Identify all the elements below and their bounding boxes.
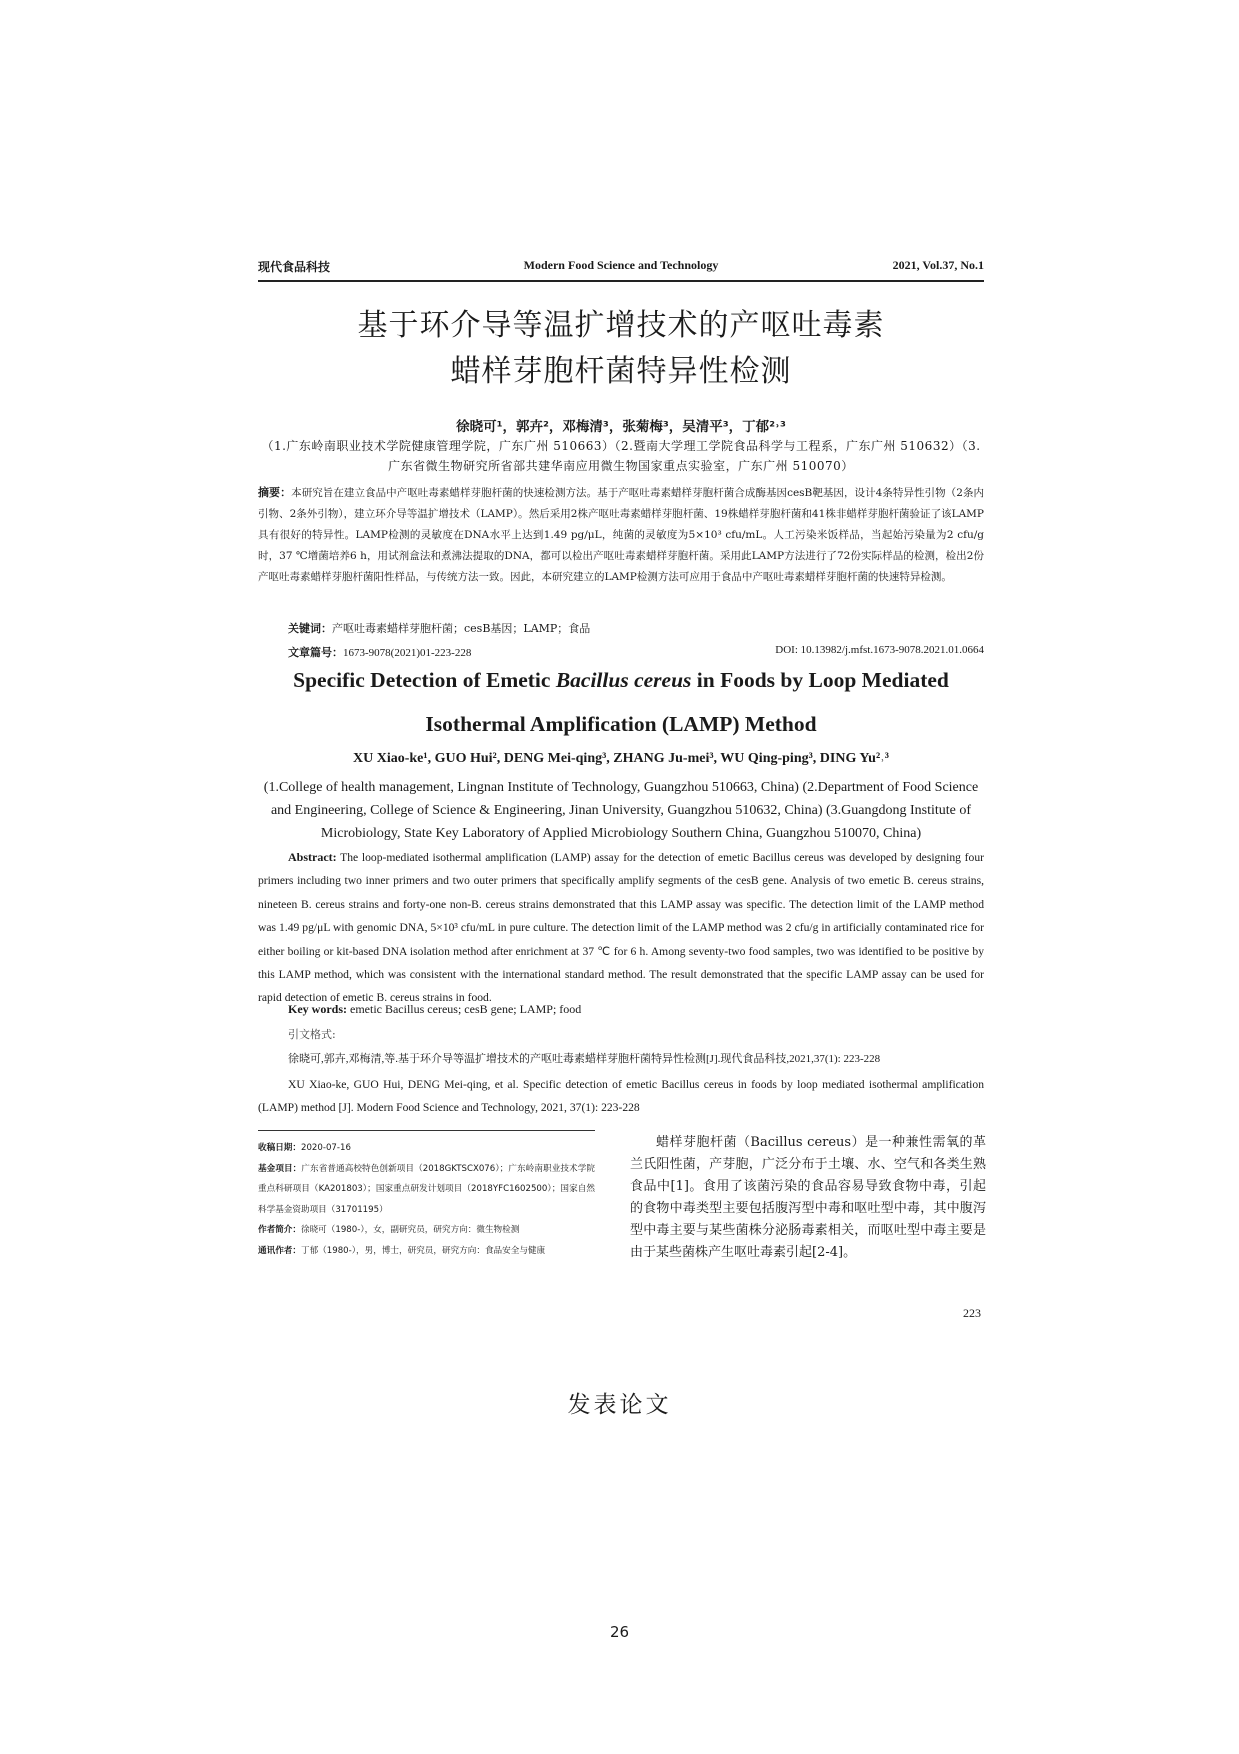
en-abstract-text: The loop-mediated isothermal amplification (LAMP) assay for the detection of emetic Bacillus cereus was developed by designing four primers including two inner primers and two outer primers that specifically amplify segments of the cesB gene. Analysis of two emetic B. cereus strains, nineteen B. cereus strains and forty-one non-B. cereus strains demonstrated that this LAMP assay was specific. The detection limit of the LAMP method was 1.49 pg/μL with genomic DNA, 5×10³ cfu/mL in pure culture. The detection limit of the LAMP method was 2 cfu/g in artificially contaminated rice for either boiling or kit-based DNA isolation method after enrichment at 37 ℃ for 6 h. Among seventy-two food samples, two was identified to be positive by this LAMP method, which was consistent with the international standard method. The result demonstrated that the specific LAMP assay can be used for rapid detection of emetic B. cereus strains in food. (258, 851, 984, 1005)
journal-name-cn: 现代食品科技 (258, 260, 331, 274)
footnote-text: 丁郁（1980-），男，博士，研究员，研究方向：食品安全与健康 (300, 1245, 546, 1256)
footnote-text: 2020-07-16 (300, 1143, 351, 1153)
citation-label: 引文格式: (288, 1028, 336, 1041)
cn-affiliations: （1.广东岭南职业技术学院健康管理学院，广东广州 510663）（2.暨南大学理工学院食品科学与工程系，广东广州 510632）（3.广东省微生物研究所省部共建华南应用微生物国家重点实验室，广东广州 510070） (261, 439, 981, 473)
cn-keywords (288, 620, 590, 636)
caption: 发表论文 (567, 1392, 672, 1418)
journal-name-en: Modern Food Science and Technology (523, 258, 719, 272)
en-affiliations: (1.College of health management, Lingnan Institute of Technology, Guangzhou 510663, China) (2.Department of Food Science and Engineering, College of Science & Engineering, Jinan University, Guangzhou 510632, China) (3.Guangdong Institute of Microbiology, State Key Laboratory of Applied Microbiology Southern China, Guangzhou 510070, China) (263, 780, 979, 841)
article-number-value: 1673-9078(2021)01-223-228 (343, 647, 472, 659)
footnote-label: 作者简介： (258, 1225, 301, 1235)
footnote-text: 广东省普通高校特色创新项目（2018GKTSCX076）；广东岭南职业技术学院重点科研项目（KA201803）；国家重点研发计划项目（2018YFC1602500）；国家自然科学基金资助项目（31701195） (258, 1163, 595, 1215)
issue-info: 2021, Vol.37, No.1 (892, 258, 984, 272)
footnote-received (258, 1138, 595, 1159)
citation-cn: 徐晓可,郭卉,邓梅清,等.基于环介导等温扩增技术的产呕吐毒素蜡样芽胞杆菌特异性检测[J].现代食品科技,2021,37(1): 223-228 (288, 1053, 881, 1065)
en-keywords-text: emetic Bacillus cereus; cesB gene; LAMP; food (350, 1002, 582, 1016)
article-number (288, 644, 471, 660)
footnote-rule (258, 1130, 595, 1131)
cn-authors: 徐晓可¹，郭卉²，邓梅清³，张菊梅³，吴清平³，丁郁²˒³ (456, 419, 786, 435)
doi: DOI: 10.13982/j.mfst.1673-9078.2021.01.0664 (775, 644, 984, 656)
en-abstract-label: Abstract: (288, 850, 337, 864)
en-keywords (288, 1002, 581, 1017)
body-paragraph: 蜡样芽胞杆菌（Bacillus cereus）是一种兼性需氧的革兰氏阳性菌，产芽胞，广泛分布于土壤、水、空气和各类生熟食品中[1]。食用了该菌污染的食品容易导致食物中毒，引起的食物中毒类型主要包括腹泻型中毒和呕吐型中毒，其中腹泻型中毒主要与某些菌株分泌肠毒素相关，而呕吐型中毒主要是由于某些菌株产生呕吐毒素引起[2-4]。 (630, 1135, 986, 1260)
cn-keywords-label: 关键词： (288, 622, 332, 635)
en-title-part-c: in Foods by Loop Mediated (691, 668, 949, 692)
footnotes (258, 1138, 595, 1261)
en-title-part-a: Specific Detection of Emetic (293, 668, 556, 692)
en-title-line2: Isothermal Amplification (LAMP) Method (425, 712, 817, 736)
citation-en: XU Xiao-ke, GUO Hui, DENG Mei-qing, et al. Specific detection of emetic Bacillus cereus in foods by loop mediated isothermal amplification (LAMP) method [J]. Modern Food Science and Technology, 2021, 37(1): 223-228 (258, 1078, 984, 1114)
cn-keywords-text: 产呕吐毒素蜡样芽胞杆菌；cesB基因；LAMP；食品 (332, 622, 591, 635)
footnote-text: 徐晓可（1980-），女，副研究员，研究方向：微生物检测 (300, 1225, 520, 1235)
en-abstract (258, 846, 984, 1010)
footnote-author (258, 1220, 595, 1241)
footnote-label: 基金项目： (258, 1163, 302, 1174)
footnote-funding (258, 1159, 595, 1221)
en-authors: XU Xiao-ke¹, GUO Hui², DENG Mei-qing³, ZHANG Ju-mei³, WU Qing-ping³, DING Yu²˒³ (352, 751, 890, 766)
en-keywords-label: Key words: (288, 1002, 347, 1016)
journal-page-number: 223 (963, 1306, 981, 1320)
cn-title-line2: 蜡样芽胞杆菌特异性检测 (450, 354, 792, 389)
running-header (258, 258, 984, 282)
cn-abstract-text: 本研究旨在建立食品中产呕吐毒素蜡样芽胞杆菌的快速检测方法。基于产呕吐毒素蜡样芽胞杆菌合成酶基因cesB靶基因，设计4条特异性引物（2条内引物、2条外引物），建立环介导等温扩增技术（LAMP）。然后采用2株产呕吐毒素蜡样芽胞杆菌、19株蜡样芽胞杆菌和41株非蜡样芽胞杆菌验证了该LAMP具有很好的特异性。LAMP检测的灵敏度在DNA水平上达到1.49 pg/μL，纯菌的灵敏度为5×10³ cfu/mL。人工污染米饭样品，当起始污染量为2 cfu/g时，37 ℃增菌培养6 h，用试剂盒法和煮沸法提取的DNA，都可以检出产呕吐毒素蜡样芽胞杆菌。采用此LAMP方法进行了72份实际样品的检测，检出2份产呕吐毒素蜡样芽胞杆菌阳性样品，与传统方法一致。因此，本研究建立的LAMP检测方法可应用于食品中产呕吐毒素蜡样芽胞杆菌的快速特异检测。 (258, 487, 984, 583)
page-number: 26 (609, 1623, 630, 1641)
footnote-label: 收稿日期： (258, 1143, 301, 1153)
cn-abstract-label: 摘要： (258, 486, 292, 499)
en-title-line1 (258, 668, 984, 693)
en-title-species: Bacillus cereus (555, 668, 692, 692)
footnote-label: 通讯作者： (258, 1245, 301, 1256)
cn-title-line1: 基于环介导等温扩增技术的产呕吐毒素 (357, 308, 885, 343)
footnote-corresponding (258, 1241, 595, 1262)
article-number-label: 文章篇号： (288, 646, 343, 659)
cn-abstract (258, 482, 984, 588)
